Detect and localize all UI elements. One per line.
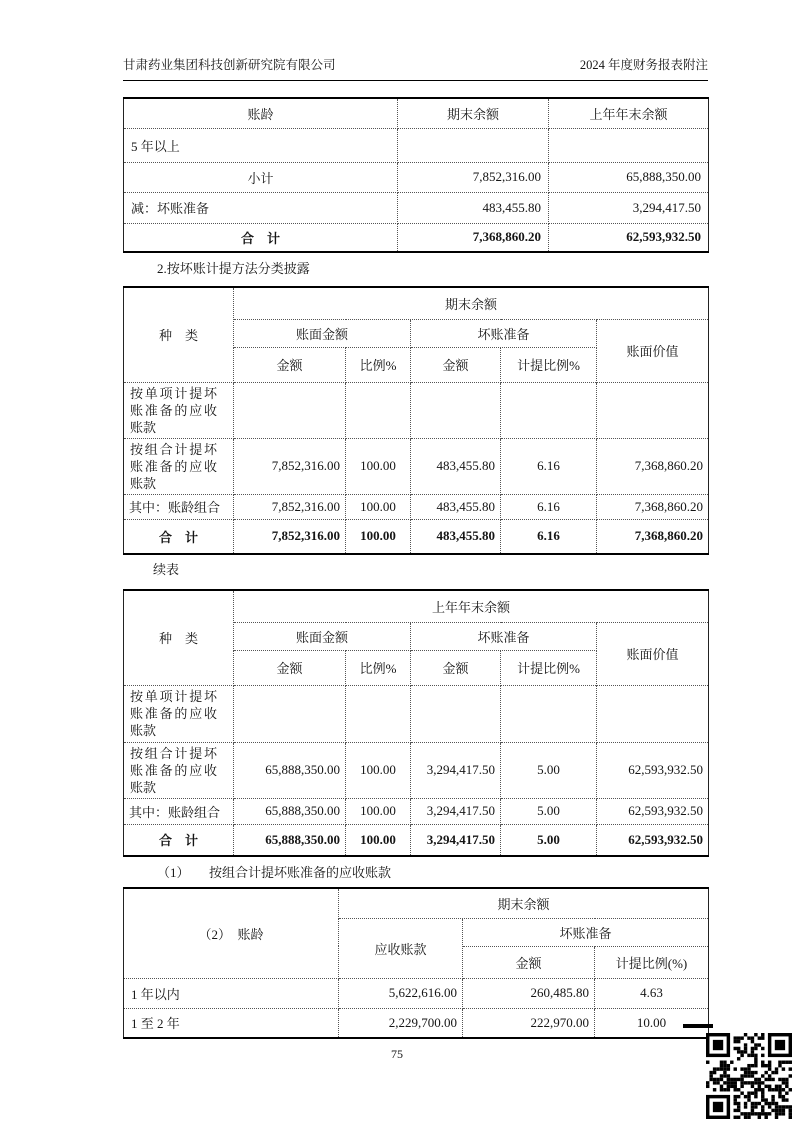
col-header-ratio: 比例% (346, 650, 411, 685)
col-header-carrying: 账面价值 (597, 319, 709, 382)
cell-bad-debt (411, 382, 501, 438)
col-header-amount: 金额 (234, 650, 346, 685)
company-name: 甘肃药业集团科技创新研究院有限公司 (123, 58, 336, 72)
cell-ratio (346, 685, 411, 742)
cell-carrying: 62,593,932.50 (597, 824, 709, 856)
table-row (124, 685, 709, 742)
table-row (124, 494, 709, 519)
cell-bad-debt: 483,455.80 (411, 438, 501, 494)
cell-closing: 7,852,316.00 (398, 162, 549, 192)
cell-category: 按单项计提坏账准备的应收账款 (124, 685, 234, 742)
table-header-row (124, 590, 709, 622)
cell-amount: 7,852,316.00 (234, 519, 346, 554)
cell-amount: 65,888,350.00 (234, 824, 346, 856)
table-row (124, 742, 709, 798)
col-header-aging: 账龄 (124, 98, 398, 128)
cell-closing: 483,455.80 (398, 192, 549, 223)
cell-amount: 7,852,316.00 (234, 494, 346, 519)
cell-category: 其中：账龄组合 (124, 798, 234, 824)
cell-ratio: 100.00 (346, 798, 411, 824)
scan-mark (683, 1024, 713, 1028)
table-total-row (124, 824, 709, 856)
cell-provision: 5.00 (501, 798, 597, 824)
cell-bad-debt: 483,455.80 (411, 494, 501, 519)
col-header-book-amount: 账面金额 (234, 622, 411, 650)
table-row (124, 798, 709, 824)
col-header-balance: 期末余额 (234, 287, 709, 319)
table-total-row (124, 223, 709, 252)
col-header-carrying: 账面价值 (597, 622, 709, 685)
cell-category: 按组合计提坏账准备的应收账款 (124, 742, 234, 798)
cell-ratio (346, 382, 411, 438)
cell-ratio: 100.00 (346, 494, 411, 519)
cell-ratio: 100.00 (346, 742, 411, 798)
cell-carrying (597, 685, 709, 742)
cell-label: 1 年以内 (124, 978, 339, 1008)
cell-label: 合 计 (124, 223, 398, 252)
cell-provision: 6.16 (501, 519, 597, 554)
cell-label: 减：坏账准备 (124, 192, 398, 223)
col-header-provision: 计提比例% (501, 650, 597, 685)
cell-closing (398, 128, 549, 162)
table-header-row (124, 98, 709, 128)
page-number: 75 (391, 1047, 403, 1061)
cell-bad-debt: 3,294,417.50 (411, 742, 501, 798)
cell-carrying: 62,593,932.50 (597, 742, 709, 798)
portfolio-aging-table (123, 887, 709, 1039)
cell-amount (234, 382, 346, 438)
cell-carrying (597, 382, 709, 438)
table-row (124, 382, 709, 438)
table-row (124, 1008, 709, 1038)
cell-closing: 7,368,860.20 (398, 223, 549, 252)
cell-provision: 6.16 (501, 438, 597, 494)
col-header-category: 种 类 (124, 590, 234, 685)
cell-ratio: 100.00 (346, 438, 411, 494)
provision-method-table-current (123, 286, 709, 555)
table-row (124, 162, 709, 192)
col-header-balance: 上年年末余额 (234, 590, 709, 622)
cell-carrying: 62,593,932.50 (597, 798, 709, 824)
cell-carrying: 7,368,860.20 (597, 438, 709, 494)
cell-label: 小计 (124, 162, 398, 192)
page-header (123, 55, 708, 81)
cell-category: 按单项计提坏账准备的应收账款 (124, 382, 234, 438)
cell-ratio: 4.63 (595, 978, 709, 1008)
col-header-amount2: 金额 (411, 347, 501, 382)
col-header-balance: 期末余额 (339, 888, 709, 918)
table-header-row (124, 287, 709, 319)
cell-receivable: 5,622,616.00 (339, 978, 463, 1008)
cell-amount: 7,852,316.00 (234, 438, 346, 494)
col-header-ratio: 比例% (346, 347, 411, 382)
cell-ratio: 100.00 (346, 519, 411, 554)
cell-provision: 6.16 (501, 494, 597, 519)
aging-summary-table (123, 97, 709, 253)
cell-carrying: 7,368,860.20 (597, 494, 709, 519)
qr-code (706, 1033, 792, 1119)
cell-ratio: 10.00 (595, 1008, 709, 1038)
cell-bad-debt: 3,294,417.50 (411, 824, 501, 856)
col-header-aging: （2） 账龄 (124, 888, 339, 978)
section-2-heading: 2.按坏账计提方法分类披露 (157, 261, 310, 276)
cell-prior (549, 128, 709, 162)
col-header-receivable: 应收账款 (339, 918, 463, 978)
cell-amount: 260,485.80 (463, 978, 595, 1008)
cell-amount: 65,888,350.00 (234, 742, 346, 798)
cell-category: 按组合计提坏账准备的应收账款 (124, 438, 234, 494)
col-header-amount2: 金额 (411, 650, 501, 685)
cell-provision (501, 382, 597, 438)
col-header-prior: 上年年末余额 (549, 98, 709, 128)
cell-label: 1 至 2 年 (124, 1008, 339, 1038)
cell-amount: 222,970.00 (463, 1008, 595, 1038)
table-row (124, 192, 709, 223)
col-header-amount: 金额 (463, 946, 595, 978)
continued-table-label: 续表 (153, 562, 180, 577)
cell-bad-debt: 3,294,417.50 (411, 798, 501, 824)
col-header-bad-debt: 坏账准备 (463, 918, 709, 946)
cell-label: 5 年以上 (124, 128, 398, 162)
col-header-closing: 期末余额 (398, 98, 549, 128)
cell-prior: 65,888,350.00 (549, 162, 709, 192)
page-content (123, 97, 708, 1039)
cell-amount (234, 685, 346, 742)
cell-amount: 65,888,350.00 (234, 798, 346, 824)
cell-provision (501, 685, 597, 742)
report-title: 2024 年度财务报表附注 (579, 58, 708, 72)
table-total-row (124, 519, 709, 554)
cell-provision: 5.00 (501, 824, 597, 856)
table-row (124, 978, 709, 1008)
col-header-book-amount: 账面金额 (234, 319, 411, 347)
cell-ratio: 100.00 (346, 824, 411, 856)
cell-carrying: 7,368,860.20 (597, 519, 709, 554)
col-header-amount: 金额 (234, 347, 346, 382)
col-header-provision: 计提比例(%) (595, 946, 709, 978)
col-header-provision: 计提比例% (501, 347, 597, 382)
cell-bad-debt (411, 685, 501, 742)
col-header-category: 种 类 (124, 287, 234, 382)
cell-bad-debt: 483,455.80 (411, 519, 501, 554)
cell-receivable: 2,229,700.00 (339, 1008, 463, 1038)
note-1-heading: （1） 按组合计提坏账准备的应收账款 (157, 865, 392, 880)
cell-category: 其中：账龄组合 (124, 494, 234, 519)
cell-category: 合 计 (124, 824, 234, 856)
table-header-row (124, 888, 709, 918)
table-row (124, 438, 709, 494)
cell-prior: 3,294,417.50 (549, 192, 709, 223)
provision-method-table-prior (123, 589, 709, 857)
cell-category: 合 计 (124, 519, 234, 554)
cell-provision: 5.00 (501, 742, 597, 798)
col-header-bad-debt: 坏账准备 (411, 622, 597, 650)
table-row (124, 128, 709, 162)
cell-prior: 62,593,932.50 (549, 223, 709, 252)
col-header-bad-debt: 坏账准备 (411, 319, 597, 347)
